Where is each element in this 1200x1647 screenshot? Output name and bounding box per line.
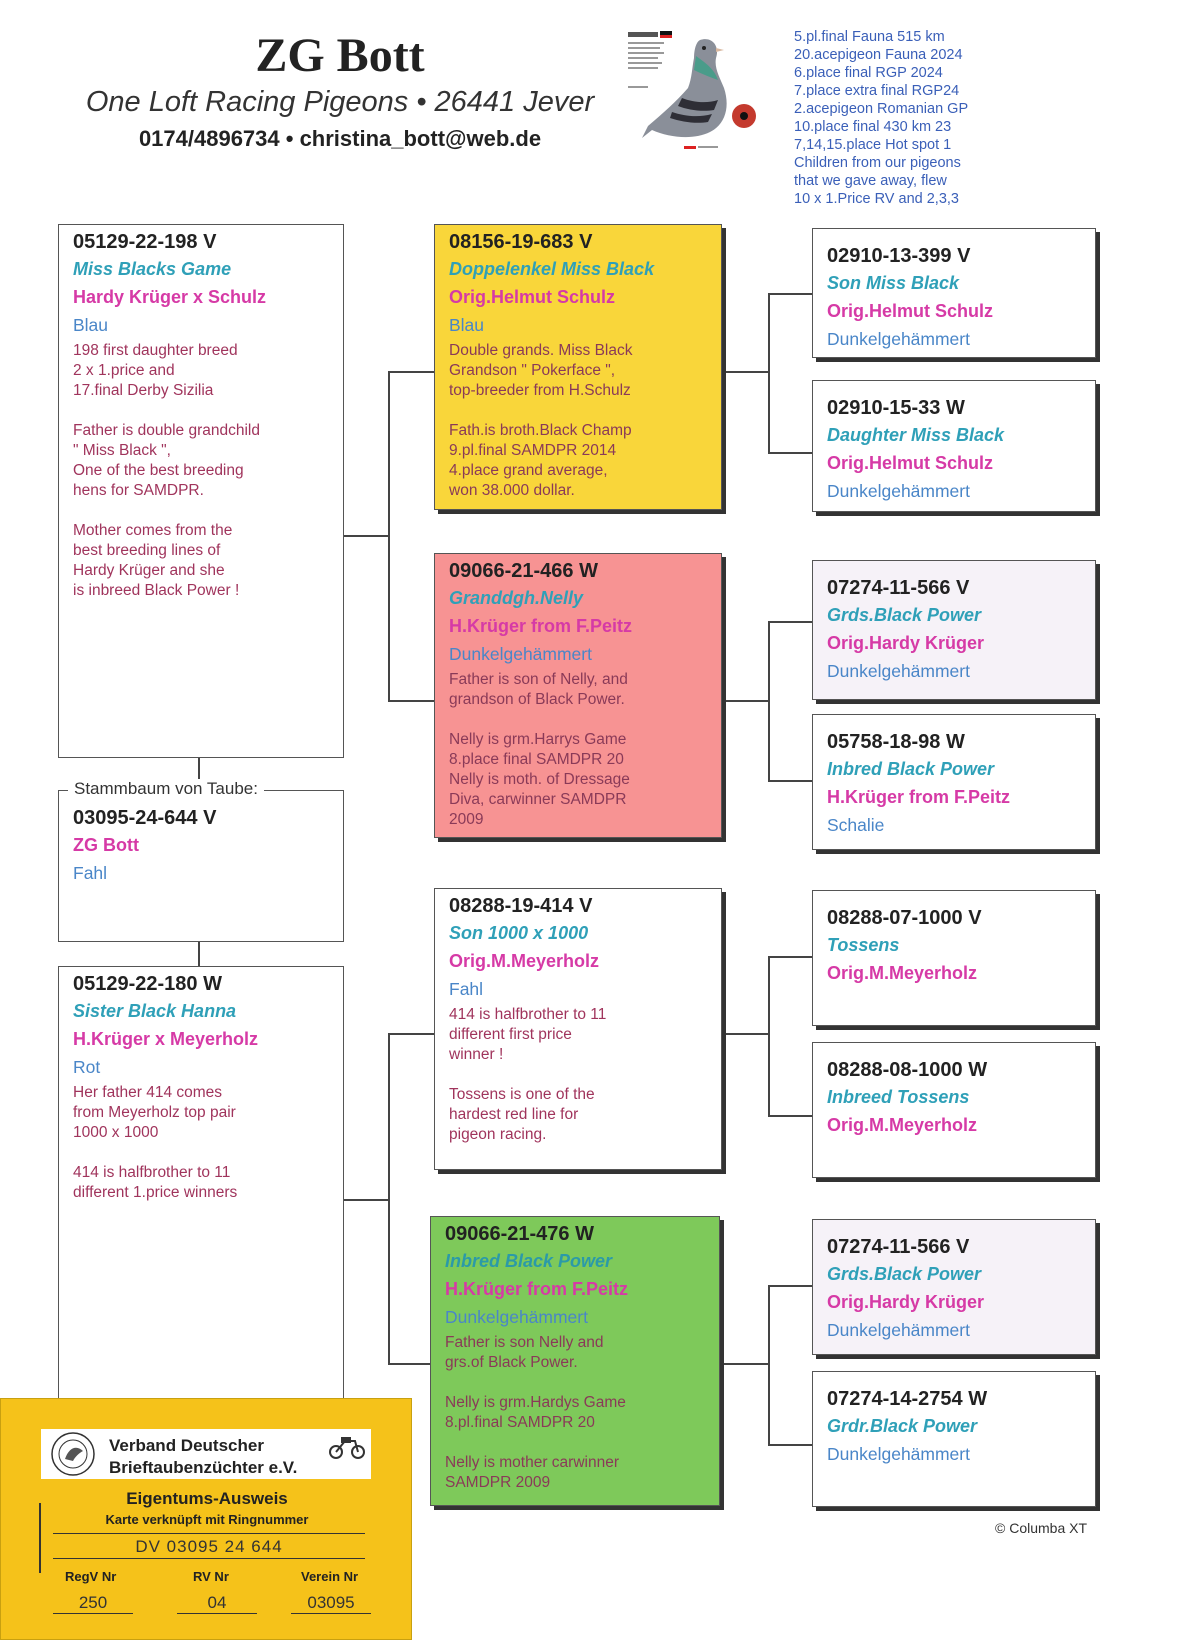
pigeon-name: Son 1000 x 1000 bbox=[449, 923, 589, 943]
connector-line bbox=[768, 621, 812, 623]
achievements-list bbox=[794, 28, 968, 208]
card-subtitle: Karte verknüpft mit Ringnummer bbox=[105, 1512, 309, 1527]
connector-line bbox=[722, 700, 770, 702]
great-grandparent-card bbox=[812, 890, 1096, 1026]
plumage-color: Blau bbox=[73, 315, 109, 335]
great-grandparent-card bbox=[812, 228, 1096, 358]
regv-value: 250 bbox=[53, 1593, 133, 1614]
connector-line bbox=[768, 1444, 812, 1446]
breeder: Orig.Helmut Schulz bbox=[827, 301, 994, 321]
breeder: H.Krüger from F.Peitz bbox=[449, 616, 633, 636]
pigeon-name: Daughter Miss Black bbox=[827, 425, 1005, 445]
page-subtitle: One Loft Racing Pigeons • 26441 Jever bbox=[85, 86, 595, 118]
connector-line bbox=[768, 293, 770, 453]
breeder: Orig.Hardy Krüger bbox=[827, 1292, 985, 1312]
breeder: H.Krüger x Meyerholz bbox=[73, 1029, 259, 1049]
grandfather-maternal-card bbox=[434, 888, 722, 1170]
association-name bbox=[109, 1435, 297, 1479]
breeder: Hardy Krüger x Schulz bbox=[73, 287, 267, 307]
achievement-item: 2.acepigeon Romanian GP bbox=[794, 101, 969, 117]
great-grandparent-card bbox=[812, 1219, 1096, 1355]
association-line: Verband Deutscher bbox=[109, 1436, 264, 1455]
association-line: Brieftaubenzüchter e.V. bbox=[109, 1458, 298, 1477]
ownership-card bbox=[0, 1398, 412, 1640]
plumage-color: Dunkelgehämmert bbox=[827, 481, 970, 501]
plumage-color: Schalie bbox=[827, 815, 885, 835]
rv-value: 04 bbox=[177, 1593, 257, 1614]
pigeon-name: Miss Blacks Game bbox=[73, 259, 232, 279]
breeder: H.Krüger from F.Peitz bbox=[827, 787, 1011, 807]
connector-line bbox=[388, 371, 390, 701]
pigeon-name: Grdr.Black Power bbox=[827, 1416, 978, 1436]
plumage-color: Dunkelgehämmert bbox=[445, 1307, 588, 1327]
ring-number: 08288-08-1000 W bbox=[827, 1059, 988, 1081]
pigeon-notes: Her father 414 comes from Meyerholz top pair 1000 x 1000 414 is halfbrother to 11 different 1.price winners bbox=[73, 1084, 238, 1201]
connector-line bbox=[768, 1285, 770, 1445]
achievement-item: 10.place final 430 km 23 bbox=[794, 119, 952, 135]
pigeon-photo bbox=[622, 28, 760, 160]
pigeon-name: Grds.Black Power bbox=[827, 605, 982, 625]
breeder: Orig.Helmut Schulz bbox=[449, 287, 616, 307]
breeder: Orig.M.Meyerholz bbox=[827, 1115, 978, 1135]
connector-line bbox=[388, 700, 434, 702]
pigeon-name: Sister Black Hanna bbox=[73, 1001, 237, 1021]
pedigree-label: Stammbaum von Taube: bbox=[68, 779, 264, 799]
achievement-item: 7.place extra final RGP24 bbox=[794, 83, 960, 99]
great-grandparent-card bbox=[812, 560, 1096, 700]
great-grandparent-card bbox=[812, 380, 1096, 512]
grandfather-paternal-card bbox=[434, 224, 722, 510]
card-ring-number: DV 03095 24 644 bbox=[53, 1533, 365, 1559]
pigeon-name: Tossens bbox=[827, 935, 900, 955]
ring-number: 05129-22-180 W bbox=[73, 973, 222, 995]
breeder: Orig.Helmut Schulz bbox=[827, 453, 994, 473]
pigeon-name: Son Miss Black bbox=[827, 273, 960, 293]
breeder: H.Krüger from F.Peitz bbox=[445, 1279, 629, 1299]
great-grandparent-card bbox=[812, 1042, 1096, 1178]
plumage-color: Blau bbox=[449, 315, 485, 335]
plumage-color: Dunkelgehämmert bbox=[827, 661, 970, 681]
plumage-color: Fahl bbox=[449, 979, 484, 999]
copyright: © Columba XT bbox=[995, 1520, 1088, 1536]
connector-line bbox=[388, 1033, 390, 1364]
plumage-color: Rot bbox=[73, 1057, 101, 1077]
great-grandparent-card bbox=[812, 1371, 1096, 1507]
connector-line bbox=[768, 621, 770, 781]
achievement-item: 6.place final RGP 2024 bbox=[794, 65, 943, 81]
rv-label: RV Nr bbox=[193, 1569, 229, 1584]
vehicle-icon bbox=[327, 1433, 367, 1459]
connector-line bbox=[768, 293, 812, 295]
ring-number: 08156-19-683 V bbox=[449, 231, 593, 253]
ring-number: 05129-22-198 V bbox=[73, 231, 217, 253]
grandmother-maternal-card bbox=[430, 1216, 720, 1506]
achievement-item: 5.pl.final Fauna 515 km bbox=[794, 29, 945, 45]
ring-number: 05758-18-98 W bbox=[827, 731, 965, 753]
ring-number: 02910-13-399 V bbox=[827, 245, 971, 267]
page-title: ZG Bott bbox=[255, 29, 425, 82]
grandmother-paternal-card bbox=[434, 553, 722, 838]
connector-line bbox=[768, 780, 812, 782]
plumage-color: Dunkelgehämmert bbox=[827, 1444, 970, 1464]
pigeon-notes: Father is son Nelly and grs.of Black Power. Nelly is grm.Hardys Game 8.pl.final SAMDPR 20 Nelly is mother carwinner SAMDPR 2009 bbox=[445, 1334, 626, 1491]
plumage-color: Fahl bbox=[73, 863, 108, 883]
plumage-color: Dunkelgehämmert bbox=[827, 1320, 970, 1340]
contact-line: 0174/4896734 • christina_bott@web.de bbox=[138, 126, 542, 151]
breeder: Orig.M.Meyerholz bbox=[449, 951, 600, 971]
connector-line bbox=[388, 1033, 434, 1035]
pigeon-name: Inbred Black Power bbox=[445, 1251, 613, 1271]
achievement-item: 7,14,15.place Hot spot 1 bbox=[794, 137, 952, 153]
ring-number: 07274-14-2754 W bbox=[827, 1388, 988, 1410]
card-title: Eigentums-Ausweis bbox=[126, 1489, 288, 1508]
connector-line bbox=[198, 942, 200, 966]
breeder: Orig.M.Meyerholz bbox=[827, 963, 978, 983]
achievement-item: 20.acepigeon Fauna 2024 bbox=[794, 47, 963, 63]
pigeon-name: Granddgh.Nelly bbox=[449, 588, 584, 608]
great-grandparent-card bbox=[812, 714, 1096, 850]
connector-line bbox=[344, 1199, 390, 1201]
father-card bbox=[58, 224, 344, 758]
verein-value: 03095 bbox=[291, 1593, 371, 1614]
pigeon-name: Inbred Black Power bbox=[827, 759, 995, 779]
pigeon-name: Inbreed Tossens bbox=[827, 1087, 970, 1107]
ring-number: 07274-11-566 V bbox=[827, 1236, 970, 1258]
connector-line bbox=[388, 1363, 434, 1365]
subject-card bbox=[58, 790, 344, 942]
association-logo bbox=[43, 1431, 103, 1477]
connector-line bbox=[768, 956, 770, 1116]
connector-line bbox=[722, 371, 770, 373]
achievement-item: Children from our pigeons bbox=[794, 155, 961, 171]
breeder: Orig.Hardy Krüger bbox=[827, 633, 985, 653]
connector-line bbox=[768, 956, 812, 958]
regv-label: RegV Nr bbox=[65, 1569, 117, 1584]
pigeon-notes: 198 first daughter breed 2 x 1.price and 17.final Derby Sizilia Father is double grandchild " Miss Black ", One of the best breeding hens for SAMDPR. Mother comes from the best breeding lines of Hardy Krüger and she is inbreed Black Power ! bbox=[73, 342, 260, 599]
ring-number: 02910-15-33 W bbox=[827, 397, 965, 419]
pigeon-notes: Father is son of Nelly, and grandson of Black Power. Nelly is grm.Harrys Game 8.place final SAMDPR 20 Nelly is moth. of Dressage Diva, carwinner SAMDPR 2009 bbox=[449, 671, 630, 828]
connector-line bbox=[768, 1115, 812, 1117]
ring-number: 09066-21-466 W bbox=[449, 560, 598, 582]
connector-line bbox=[388, 371, 434, 373]
mother-card bbox=[58, 966, 344, 1416]
pigeon-name: Doppelenkel Miss Black bbox=[449, 259, 655, 279]
connector-line bbox=[768, 1285, 812, 1287]
connector-line bbox=[722, 1033, 770, 1035]
plumage-color: Dunkelgehämmert bbox=[827, 329, 970, 349]
ring-number: 09066-21-476 W bbox=[445, 1223, 594, 1245]
achievement-item: 10 x 1.Price RV and 2,3,3 bbox=[794, 191, 959, 207]
achievement-item: that we gave away, flew bbox=[794, 173, 947, 189]
ring-number: 03095-24-644 V bbox=[73, 807, 217, 829]
pigeon-notes: 414 is halfbrother to 11 different first price winner ! Tossens is one of the hardest red line for pigeon racing. bbox=[449, 1006, 607, 1143]
pigeon-name: Grds.Black Power bbox=[827, 1264, 982, 1284]
ring-number: 08288-07-1000 V bbox=[827, 907, 982, 929]
breeder: ZG Bott bbox=[73, 835, 139, 855]
connector-line bbox=[344, 535, 390, 537]
ring-number: 07274-11-566 V bbox=[827, 577, 970, 599]
connector-line bbox=[722, 1363, 770, 1365]
ring-number: 08288-19-414 V bbox=[449, 895, 593, 917]
pigeon-notes: Double grands. Miss Black Grandson " Pokerface ", top-breeder from H.Schulz Fath.is broth.Black Champ 9.pl.final SAMDPR 2014 4.place grand average, won 38.000 dollar. bbox=[449, 342, 633, 499]
verein-label: Verein Nr bbox=[301, 1569, 359, 1584]
pin-icon bbox=[39, 1503, 41, 1573]
plumage-color: Dunkelgehämmert bbox=[449, 644, 592, 664]
connector-line bbox=[768, 452, 812, 454]
